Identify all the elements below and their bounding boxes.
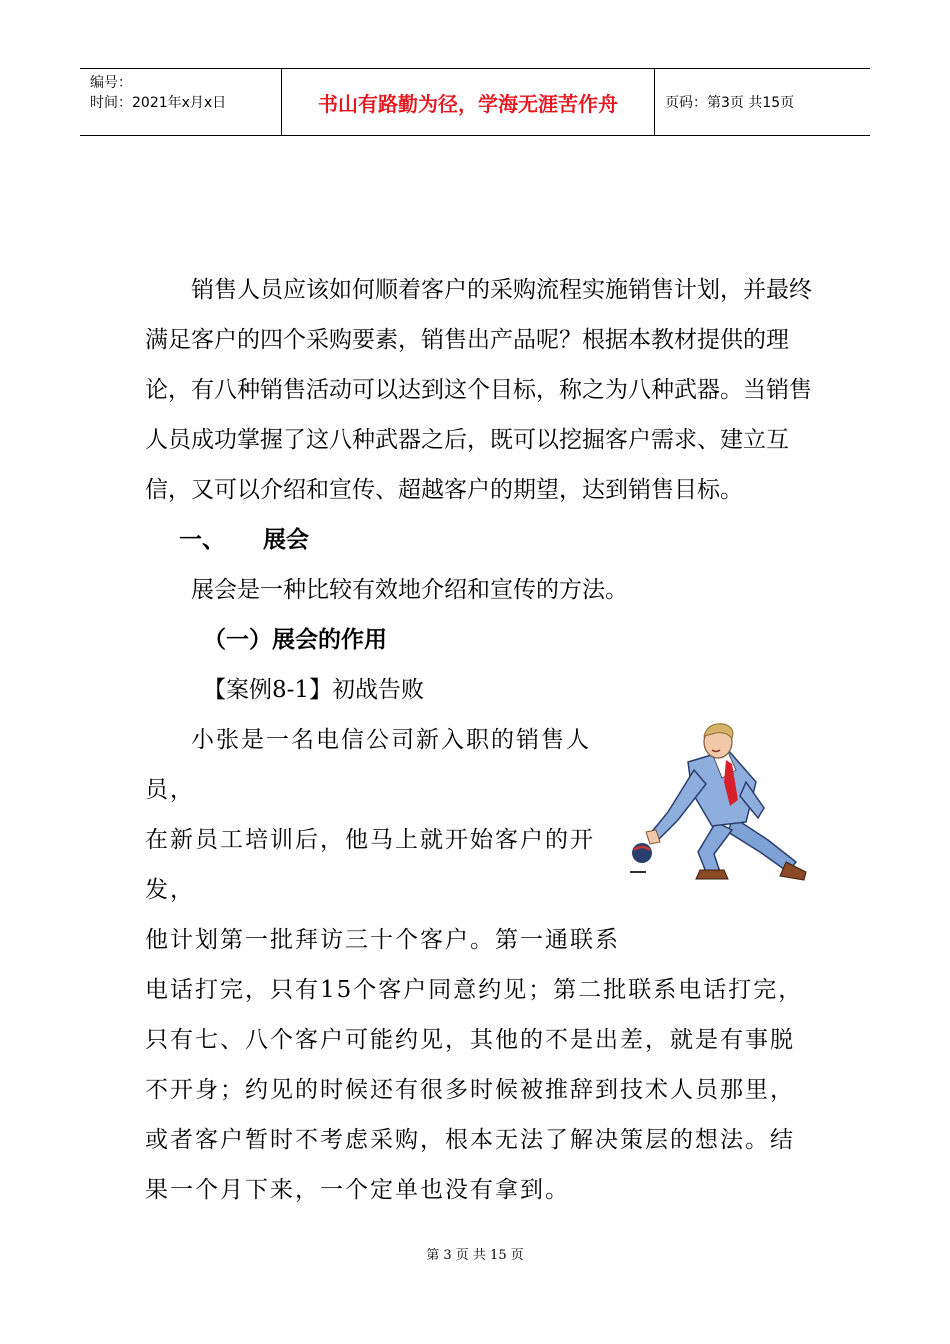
header-page-info: 页码：第3页 共15页 [665, 95, 795, 111]
subsection-heading: （一）展会的作用 [203, 626, 387, 653]
document-time-label: 时间：2021年x月x日 [90, 95, 227, 111]
section-paragraph: 展会是一种比较有效地介绍和宣传的方法。 [191, 577, 628, 603]
case-line-2: 在新员工培训后，他马上就开始客户的开发， [145, 827, 595, 903]
section-heading [145, 515, 815, 565]
section-title: 展会 [263, 526, 309, 553]
header-meta [80, 69, 282, 135]
page-header [80, 68, 870, 136]
page-footer: 第 3 页 共 15 页 [426, 1248, 524, 1263]
section-number: 一、 [179, 526, 225, 553]
case-line-1: 小张是一名电信公司新入职的销售人员， [145, 727, 591, 803]
case-title: 【案例8-1】初战告败 [203, 677, 425, 703]
case-line-3: 他计划第一批拜访三十个客户。第一通联系 [145, 927, 620, 953]
businessman-bowling-icon [628, 722, 813, 897]
case-paragraph: 电话打完，只有15个客户同意约见；第二批联系电话打完，只有七、八个客户可能约见，其他的不是出差，就是有事脱不开身；约见的时候还有很多时候被推辞到技术人员那里，或者客户暂时不考虑采购，根本无法了解决策层的想法。结果一个月下来，一个定单也没有拿到。 [145, 977, 804, 1203]
document-number-label: 编号： [90, 75, 132, 91]
header-motto: 书山有路勤为径，学海无涯苦作舟 [282, 69, 655, 135]
intro-paragraph: 销售人员应该如何顺着客户的采购流程实施销售计划，并最终满足客户的四个采购要素，销售出产品呢？根据本教材提供的理论，有八种销售活动可以达到这个目标，称之为八种武器。当销售人员成功掌握了这八种武器之后，既可以挖掘客户需求、建立互信，又可以介绍和宣传、超越客户的期望，达到销售目标。 [145, 277, 812, 503]
